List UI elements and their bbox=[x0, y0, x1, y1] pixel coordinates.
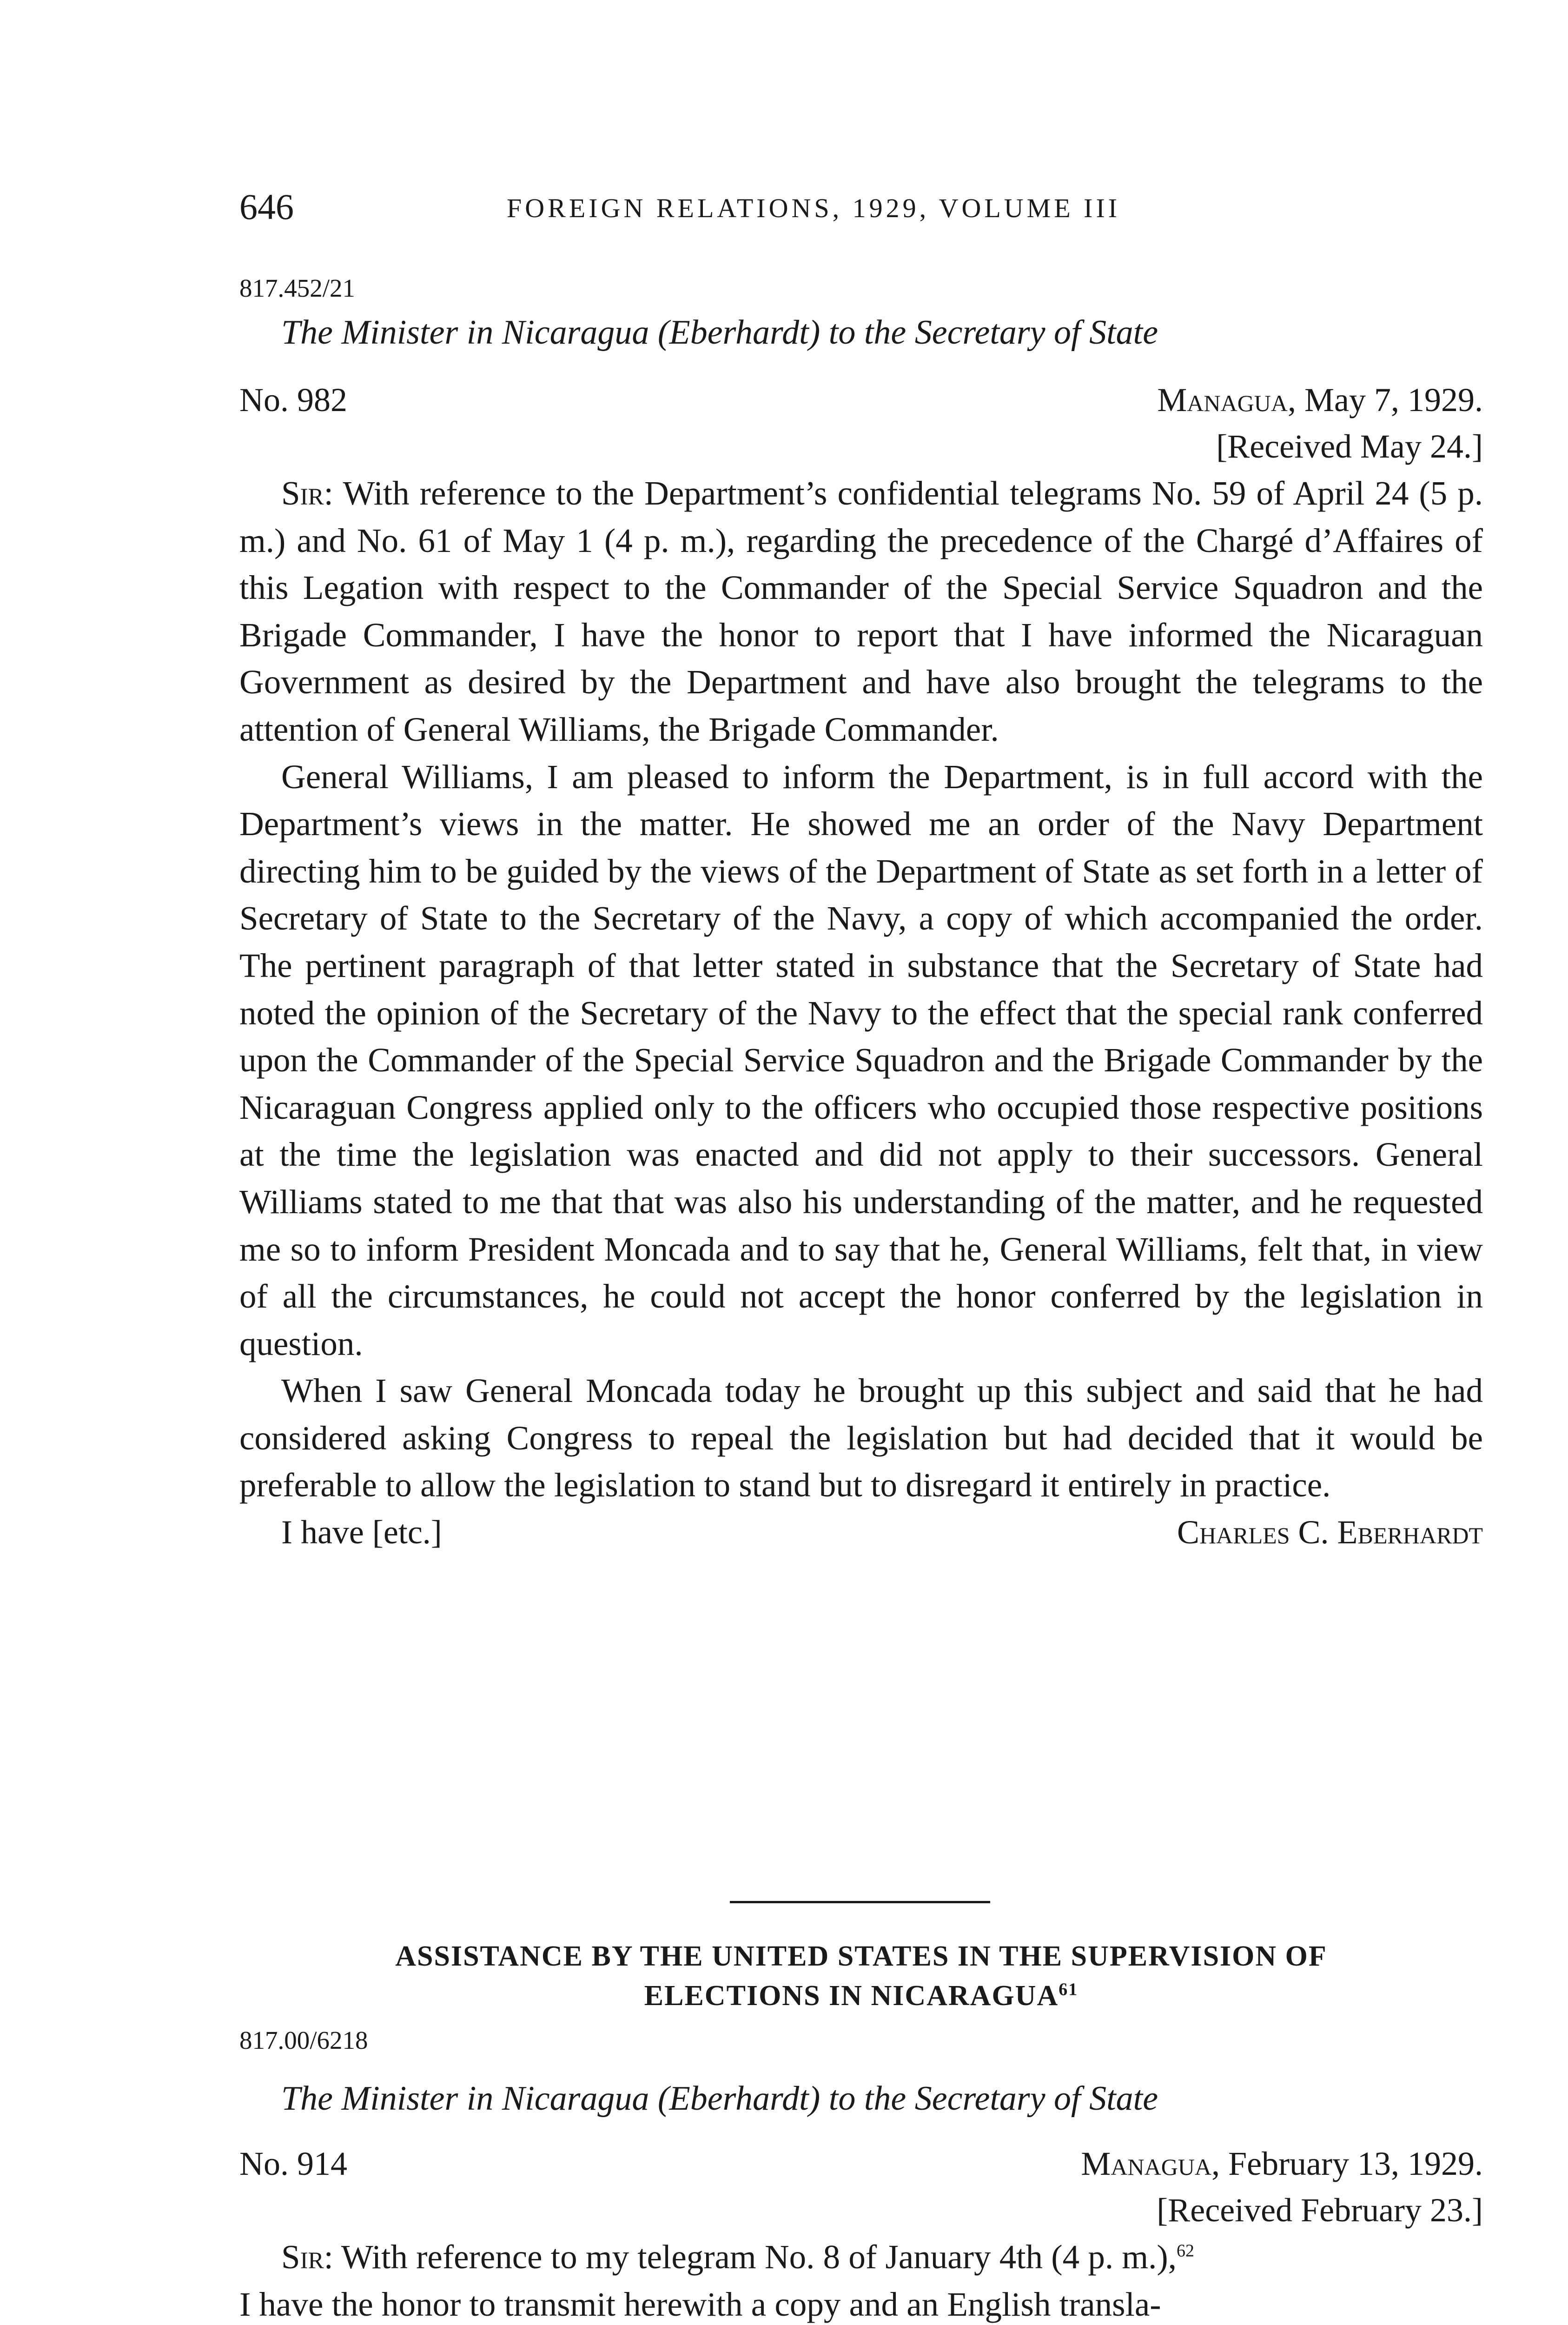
section-divider bbox=[730, 1901, 990, 1903]
paragraph: When I saw General Moncada today he brought up this subject and said that he had considered asking Congress to repeal the legislation but had decided that it would be preferable to allow the legislation to stand but to disregard it entirely in practice. bbox=[239, 1372, 1483, 1504]
received-date: [Received February 23.] bbox=[1157, 2192, 1483, 2229]
section bbox=[239, 1937, 1483, 2325]
document-number: No. 982 bbox=[239, 381, 347, 418]
running-head-title: FOREIGN RELATIONS, 1929, VOLUME III bbox=[507, 193, 1121, 223]
paragraph-text: : With reference to the Department’s confidential telegrams No. 59 of April 24 (5 p. m.) and No. 61 of May 1 (4 p. m.), regarding the precedence of the Chargé d’Affaires of this Legation with respect to the Commander of the Special Service Squadron and the Brigade Commander, I have the honor to report that I have informed the Nicaraguan Government as desired by the Department and have also brought the telegrams to the attention of General Williams, the Brigade Commander. bbox=[239, 474, 1483, 748]
place: Managua bbox=[1157, 381, 1288, 418]
signature: Charles C. Eberhardt bbox=[1177, 1514, 1483, 1551]
place-date bbox=[1081, 2140, 1483, 2187]
document-title: The Minister in Nicaragua (Eberhardt) to the Secretary of State bbox=[281, 2079, 1158, 2118]
document-number: No. 914 bbox=[239, 2145, 347, 2182]
page-number: 646 bbox=[239, 186, 294, 227]
file-number: 817.452/21 bbox=[239, 274, 356, 302]
place-date bbox=[1157, 377, 1483, 423]
dateline bbox=[239, 2140, 1483, 2187]
closing: I have [etc.] bbox=[281, 1514, 442, 1551]
section-title-line-2 bbox=[239, 1976, 1483, 2016]
paragraph: General Williams, I am pleased to inform the Department, is in full accord with the Department’s views in the matter. He showed me an order of the Navy Department directing him to be guided by the views of the Department of State as set forth in a letter of Secretary of State to the Secretary of the Navy, a copy of which accompanied the order. The pertinent paragraph of that letter stated in substance that the Secretary of State had noted the opinion of the Secretary of the Navy to the effect that the special rank conferred upon the Commander of the Special Service Squadron and the Brigade Commander by the Nicaraguan Congress applied only to the officers who occupied those respective positions at the time the legislation was enacted and did not apply to their successors. General Williams stated to me that that was also his understanding of the matter, and he requested me so to inform President Moncada and to say that he, General Williams, felt that, in view of all the circumstances, he could not accept the honor conferred by the legislation in question. bbox=[239, 757, 1483, 1362]
footnote-ref: 62 bbox=[1176, 2241, 1194, 2261]
date: , February 13, 1929. bbox=[1211, 2145, 1483, 2182]
received-date: [Received May 24.] bbox=[1216, 428, 1483, 465]
paragraph bbox=[239, 2233, 1483, 2281]
paragraph bbox=[239, 470, 1483, 753]
place: Managua bbox=[1081, 2145, 1212, 2182]
section-title-line-1: ASSISTANCE BY THE UNITED STATES IN THE SUPERVISION OF bbox=[395, 1940, 1327, 1972]
footnote-ref: 61 bbox=[1059, 1980, 1078, 2000]
paragraph-continued: I have the honor to transmit herewith a copy and an English transla- bbox=[239, 2285, 1161, 2323]
salutation: Sir bbox=[281, 474, 324, 512]
section-title-text: ELECTIONS IN NICARAGUA bbox=[644, 1980, 1059, 2012]
document-title: The Minister in Nicaragua (Eberhardt) to the Secretary of State bbox=[281, 313, 1158, 352]
file-number: 817.00/6218 bbox=[239, 2026, 368, 2054]
document-1 bbox=[239, 267, 1483, 1555]
dateline bbox=[239, 377, 1483, 423]
running-header bbox=[239, 184, 1483, 235]
salutation: Sir bbox=[281, 2238, 324, 2276]
date: , May 7, 1929. bbox=[1288, 381, 1483, 418]
signoff bbox=[239, 1509, 1483, 1555]
paragraph-text: : With reference to my telegram No. 8 of January 4th (4 p. m.), bbox=[324, 2238, 1177, 2276]
